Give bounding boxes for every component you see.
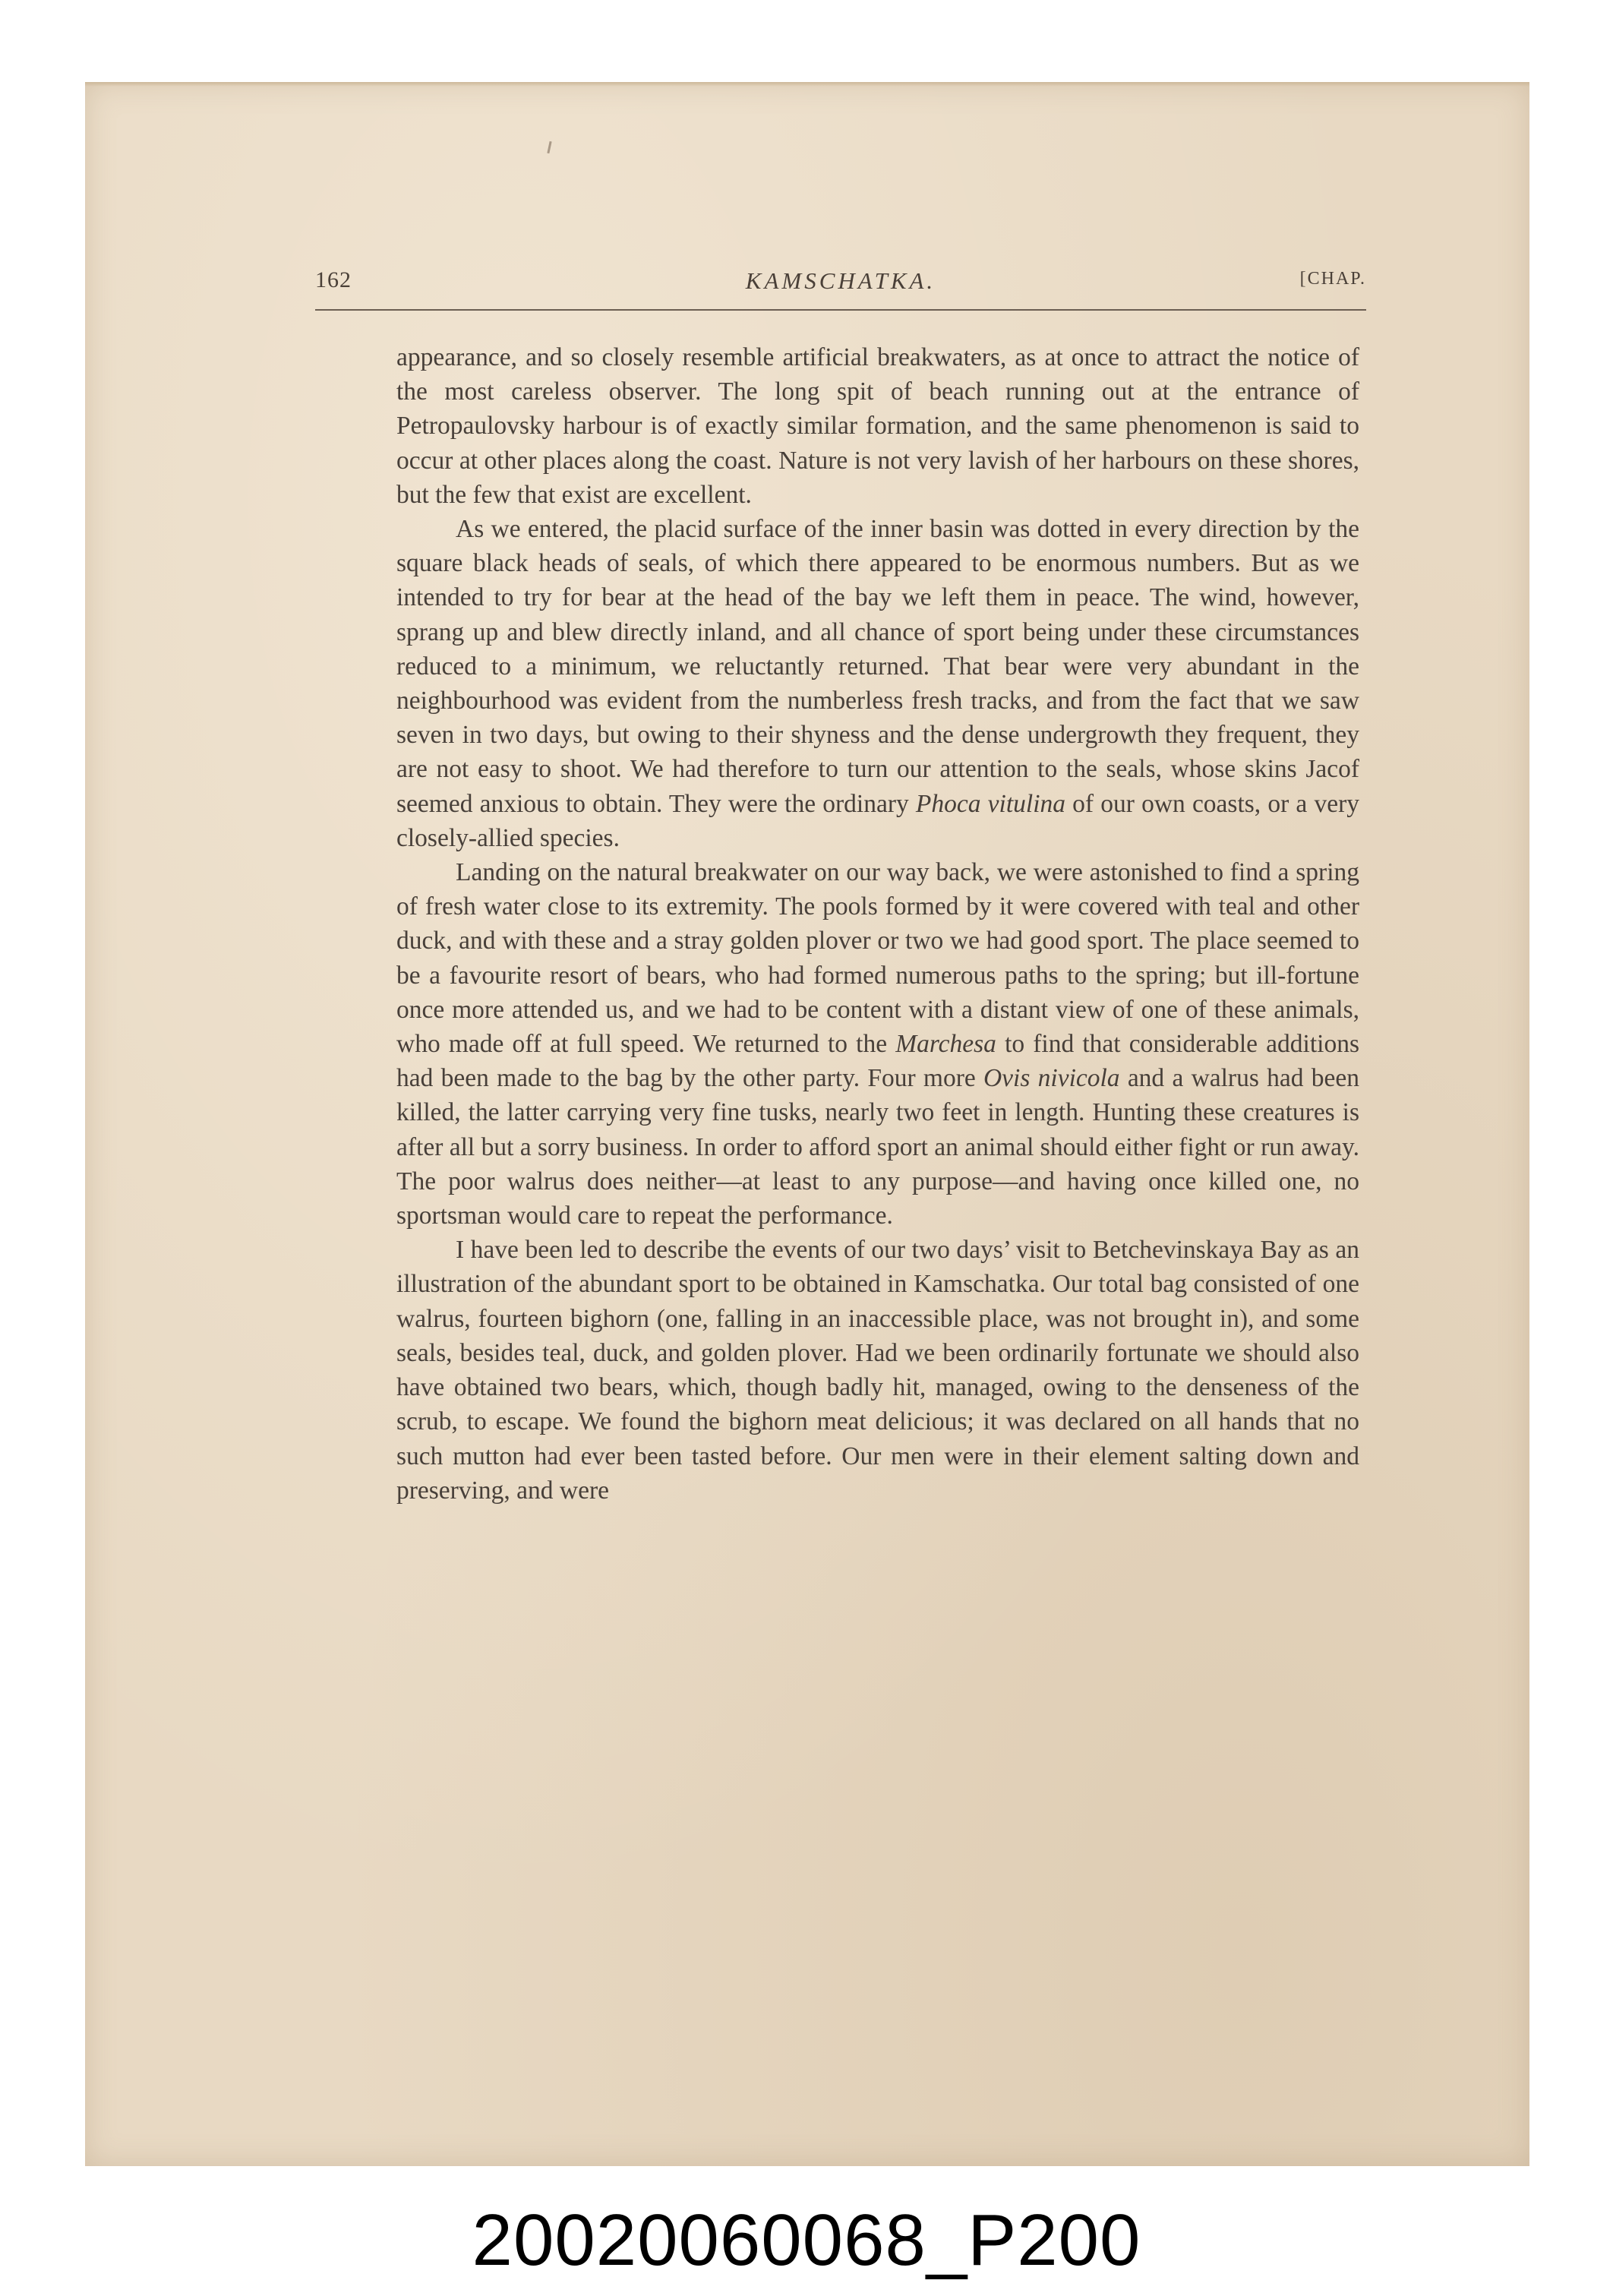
italic-term: Ovis nivicola [983, 1064, 1120, 1093]
text-run: and a walrus had been killed, the latter carrying very fine tusks, nearly two feet in length. Hunting these creatures is after all but a sorry business. In order to afford sport an animal should either fight or run away. The poor walrus does neither—at least to any purpose—and having once killed one, no sportsman would care to repeat the performance. [396, 1064, 1359, 1230]
running-title: KAMSCHATKA. [745, 267, 936, 294]
text-run: appearance, and so closely resemble artificial breakwaters, as at once to attract the notice of the most careless observer. The long spit of beach running out at the entrance of Petropaulovsky harbour is of exactly similar formation, and the same phenomenon is said to occur at other places along the coast. Nature is not very lavish of her harbours on these shores, but the few that exist are excellent. [396, 343, 1359, 509]
archive-id: 20020060068_P200 [472, 2200, 1141, 2281]
paragraph [396, 340, 1359, 512]
page-number: 162 [315, 267, 352, 292]
text-run: Landing on the natural breakwater on our way back, we were astonished to find a spring of fresh water close to its extremity. The pools formed by it were covered with teal and other duck, and with these and a stray golden plover or two we had good sport. The place seemed to be a favourite resort of bears, who had formed numerous paths to the spring; but ill-fortune once more attended us, and we had to be content with a distant view of one of these animals, who made off at full speed. We returned to the [396, 858, 1359, 1059]
italic-term: Marchesa [895, 1030, 996, 1059]
paragraph [396, 1233, 1359, 1508]
page-top-edge [85, 82, 1529, 87]
text-run: to find that considerable additions had been made to the bag by the other party. Four more [396, 1030, 1359, 1093]
text-run: As we entered, the placid surface of the inner basin was dotted in every direction by the square black heads of seals, of which there appeared to be enormous numbers. But as we intended to try for bear at the head of the bay we left them in peace. The wind, however, sprang up and blew directly inland, and all chance of sport being under these circumstances reduced to a minimum, we reluctantly returned. That bear were very abundant in the neighbourhood was evident from the numberless fresh tracks, and from the fact that we saw seven in two days, but owing to their shyness and the dense undergrowth they frequent, they are not easy to shoot. We had therefore to turn our attention to the seals, whose skins Jacof seemed anxious to obtain. They were the ordinary [396, 515, 1359, 818]
text-run: I have been led to describe the events of our two days’ visit to Betchevinskaya Bay as an illustration of the abundant sport to be obtained in Kamschatka. Our total bag consisted of one walrus, fourteen bighorn (one, falling in an inaccessible place, was not brought in), and some seals, besides teal, duck, and golden plover. Had we been ordinarily fortunate we should also have obtained two bears, which, though badly hit, managed, owing to the denseness of the scrub, to escape. We found the bighorn meat delicious; it was declared on all hands that no such mutton had ever been tasted before. Our men were in their element salting down and preserving, and were [396, 1236, 1359, 1505]
body-text [396, 340, 1359, 1508]
running-head [315, 267, 1366, 305]
text-run: of our own coasts, or a very closely-allied species. [396, 789, 1359, 852]
paragraph [396, 855, 1359, 1233]
paragraph [396, 512, 1359, 855]
chapter-label: [CHAP. [1299, 269, 1366, 289]
header-rule [315, 309, 1366, 311]
italic-term: Phoca vitulina [915, 789, 1066, 818]
